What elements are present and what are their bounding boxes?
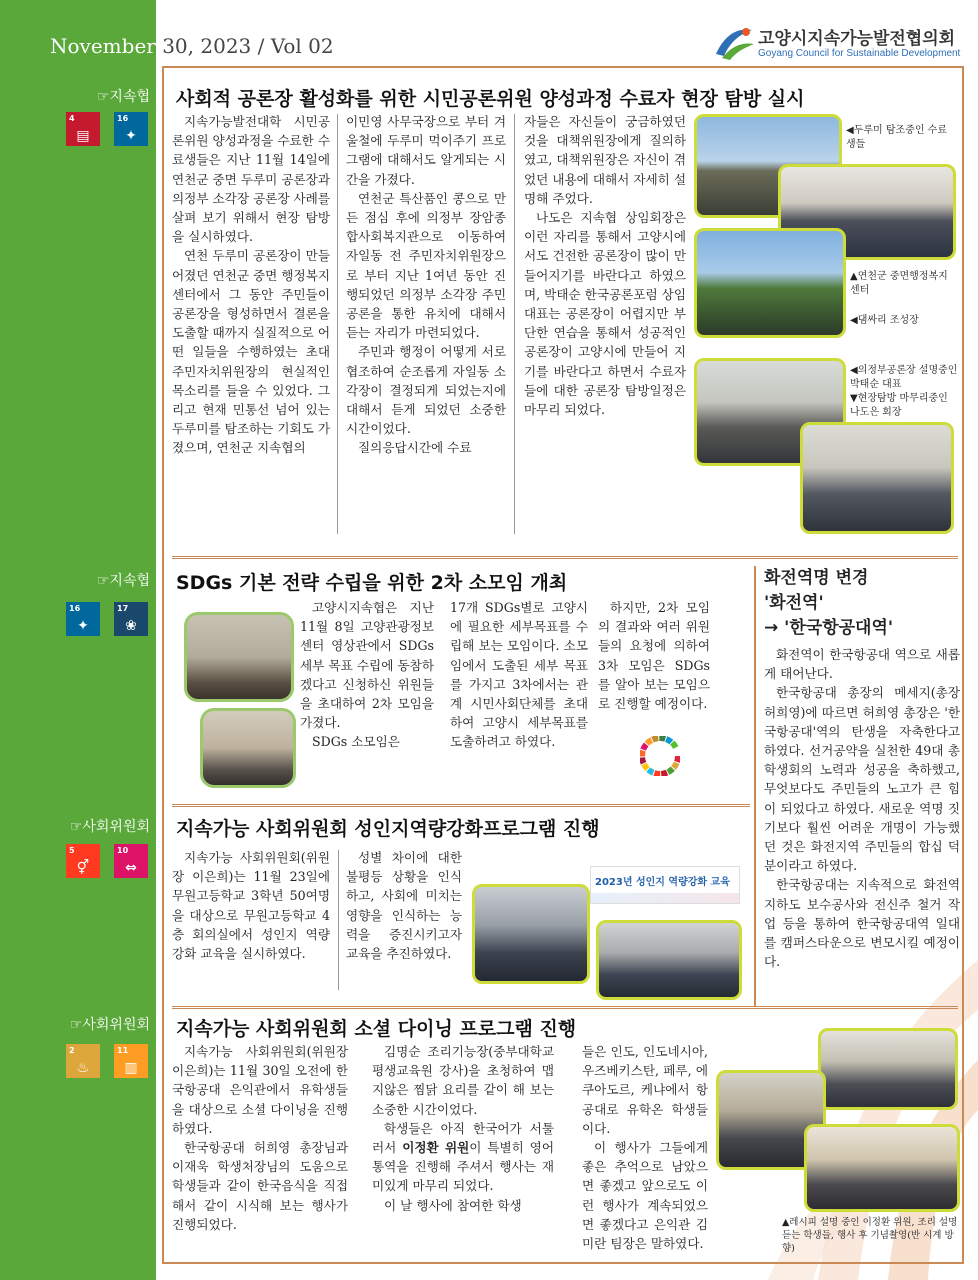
photo-sdgs-meeting-1 xyxy=(184,612,294,702)
caption-community-center: ▲연천군 중면행정복지센터 xyxy=(850,271,948,296)
photo-wrapup-meeting xyxy=(800,422,954,534)
photo-group-commemoration xyxy=(804,1124,960,1212)
section-divider xyxy=(172,556,958,559)
sdg10-icon: 10 ⇔ xyxy=(114,844,148,878)
logo-title: 고양시지속가능발전협의회 xyxy=(758,29,956,49)
caption-uijeongbu: ◀의정부공론장 설명중인 박태순 대표 xyxy=(850,365,958,390)
sdg5-icon: 5 ⚥ xyxy=(66,844,100,878)
section-divider xyxy=(172,1006,958,1009)
article4-title: 지속가능 사회위원회 소셜 다이닝 프로그램 진행 xyxy=(176,1018,577,1040)
side-label-3: ☞사회위원회 xyxy=(69,819,150,835)
photo-group-outdoor xyxy=(694,228,846,338)
article3-title: 지속가능 사회위원회 성인지역량강화프로그램 진행 xyxy=(176,818,600,840)
caption-crane-watching: ◀두루미 탐조중인 수료생들 xyxy=(846,125,947,150)
article1-col3: 자들은 자신들이 궁금하였던 것을 대책위원장에게 질의하였고, 대책위원장은 자신이 겪었던 내용에 대해서 자세히 설명해 주었다. 나도은 지속협 상임회장은 이런 자리를 통해서 고양시에서도 건전한 공론장이 많이 만들어지기를 바란다고 하였으며, 박태순 한국공론포럼 상임대표는 공론장이 어렵지만 부단한 연습을 통해서 성공적인 공론장이 고양시에 만들어 지기를 바란다고 하면서 수료자들에 대한 공론장 탐방일정은 마무리 되었다. xyxy=(524,114,686,418)
side-label-1: ☞지속협 xyxy=(96,89,150,105)
issue-date xyxy=(50,34,334,58)
sidebox-divider xyxy=(754,566,756,1006)
sidebox-body: 화전역이 한국항공대 역으로 새롭게 태어난다. 한국항공대 총장의 메세지(총장 허희영)에 따르면 허희영 총장은 '한국항공대'역의 탄생을 자축한다고 하였다. 선거공약을 실천한 49대 총학생회의 노력과 성공을 축하했고, 무엇보다도 주민들의 노고가 큰 힘이 되었다고 하였다. 새로운 역명 짓기보다 훨씬 어려운 개명이 가능했던 것은 화전지역 주민들의 합십 덕분이라고 하였다. 한국항공대는 지속적으로 화전역 지하도 보수공사와 전신주 철거 작업 등을 통하여 한국항공대역 일대를 캠퍼스타운으로 변모시킬 예정이다. xyxy=(764,647,960,970)
sidebox-title-1: 화전역명 변경 xyxy=(764,568,869,588)
sidebox-title-3: → '한국항공대역' xyxy=(764,618,894,638)
education-banner xyxy=(590,866,740,904)
date-prefix: November xyxy=(50,34,163,58)
logo-mark-icon xyxy=(712,22,756,62)
sdg16-icon: 16 ✦ xyxy=(66,602,100,636)
caption-social-dining: ▲레시피 설명 중인 이정환 위원, 조리 설명 듣는 학생들, 행사 후 기념촬영(반 시계 방향) xyxy=(782,1217,958,1254)
sdg11-icon: 11 ▥ xyxy=(114,1044,148,1078)
article3-col1: 지속가능 사회위원회(위원장 이은희)는 11월 23일에 무원고등학교 3학년 50여명을 대상으로 무원고등학교 4층 회의실에서 성인지 역량 강화 교육을 실시하였다. xyxy=(172,850,330,962)
photo-education-class-2 xyxy=(596,920,742,1000)
article2-title: SDGs 기본 전략 수립을 위한 2차 소모임 개최 xyxy=(176,572,568,594)
side-label-4: ☞사회위원회 xyxy=(69,1017,150,1033)
education-banner-text: 2023년 성인지 역량강화 교육 xyxy=(595,877,730,888)
photo-sdgs-meeting-2 xyxy=(200,708,296,788)
section-divider xyxy=(172,804,750,807)
article1-title: 사회적 공론장 활성화를 위한 시민공론위원 양성과정 수료자 현장 탐방 실시 xyxy=(176,88,805,110)
column-divider xyxy=(338,850,339,990)
sdg2-icon: 2 ♨ xyxy=(66,1044,100,1078)
article1-col2: 이민영 사무국장으로 부터 겨울철에 두루미 먹이주기 프로그램에 대해서도 알게되는 시간을 가졌다. 연천군 특산품인 콩으로 만든 점심 후에 의정부 장암종합사회복지관으로 이동하여 자일동 전 주민자치위원장으로 부터 지난 1여년 동안 진행되었던 의정부 소각장 주민공론을 통한 유치에 대해서 듣는 자리가 마련되었다. 주민과 행정이 어떻게 서로 협조하여 순조롭게 자일동 소각장이 결정되게 되었는지에 대해서 듣게 되었던 소중한 시간이었다. 질의응답시간에 수료 xyxy=(346,114,506,456)
council-logo xyxy=(712,22,972,66)
article2-col1: 고양시지속협은 지난 11월 8일 고양관광정보센터 영상관에서 SDGs 세부 목표 수립에 동참하겠다고 신청하신 위원들을 초대하여 2차 모임을 가졌다. SDGs 소모임은 xyxy=(300,600,434,750)
article4-col3: 들은 인도, 인도네시아, 우즈베키스탄, 페루, 에쿠아도르, 케냐에서 항공대로 유학온 학생들이다. 이 행사가 그들에게 좋은 추억으로 남았으면 좋겠고 앞으로도 이런 행사가 계속되었으면 좋겠다고 은익관 김미란 팀장은 말하였다. xyxy=(582,1044,708,1252)
date-rest: 30, 2023 / Vol 02 xyxy=(162,34,334,58)
logo-subtitle: Goyang Council for Sustainable Development xyxy=(758,48,961,59)
article1-col1: 지속가능발전대학 시민공론위원 양성과정을 수료한 수료생들은 지난 11월 14일에 연천군 중면 두루미 공론장과 의정부 소각장 공론장 사례를 살펴 보기 위해서 현장 탐방을 실시하였다. 연천 두루미 공론장이 만들어졌던 연천군 중면 행정복지센터에서 그 동안 주민들이 공론장을 형성하면서 결론을 도출할 때까지 실질적으로 어떤 일들을 수행하였는 초대 주민자치위원장의 현실적인 목소리를 들을 수 있었다. 그리고 현재 민통선 넘어 있는 두루미를 탐조하는 기회도 가졌으며, 연천군 지속협의 xyxy=(172,114,330,456)
highlight-name: 이정환 위원 xyxy=(402,1140,470,1156)
column-divider xyxy=(337,114,338,534)
column-divider xyxy=(514,114,515,534)
left-green-sidebar xyxy=(0,0,156,1280)
photo-recipe-explanation xyxy=(818,1028,958,1110)
sdgs-wheel-icon xyxy=(640,736,680,776)
side-label-2: ☞지속협 xyxy=(96,573,150,589)
sdg4-icon: 4 ▤ xyxy=(66,112,100,146)
article4-col2: 김명순 조리기능장(중부대학교 평생교육원 강사)을 초청하여 맵지않은 찜닭 요리를 같이 해 보는 소중한 시간이었다. 학생들은 아직 한국어가 서툴러서 이정환 위원이 특별히 영어 통역을 진행해 주셔서 행사는 재미있게 마무리 되었다. 이 날 행사에 참여한 학생 xyxy=(372,1044,554,1213)
caption-wrapup: ▼현장탐방 마무리중인 나도은 회장 xyxy=(850,393,948,418)
article2-col3: 하지만, 2차 모임의 결과와 여러 위원들의 요청에 의하여 3차 모임은 SDGs를 알아 보는 모임으로 진행할 예정이다. xyxy=(598,600,710,712)
article2-col2: 17개 SDGs별로 고양시에 필요한 세부목표를 수립해 보는 모임이다. 소모임에서 도출된 세부 목표를 가지고 3차에서는 관계 시민사회단체를 초대하여 고양시 세부목표를 도출하려고 하였다. xyxy=(450,600,588,750)
sdg16-icon: 16 ✦ xyxy=(114,112,148,146)
article3-col2: 성별 차이에 대한 불평등 상황을 인식하고, 사회에 미치는 영향을 인식하는 능력을 증진시키고자 교육을 추진하였다. xyxy=(346,850,462,962)
sidebox-title-2: '화전역' xyxy=(764,593,824,613)
caption-dam: ◀댐싸리 조성장 xyxy=(850,315,919,326)
photo-education-class-1 xyxy=(472,884,590,984)
sidebox-station-rename xyxy=(764,566,960,970)
article4-col1: 지속가능 사회위원회(위원장 이은희)는 11월 30일 오전에 한국항공대 은익관에서 유학생들을 대상으로 소셜 다이닝을 진행하였다. 한국항공대 허희영 총장님과 이재욱 학생처장님의 도움으로 학생들과 같이 한국음식을 직접 해서 같이 시식해 보는 행사가 진행되었다. xyxy=(172,1044,348,1232)
sdg17-icon: 17 ❀ xyxy=(114,602,148,636)
